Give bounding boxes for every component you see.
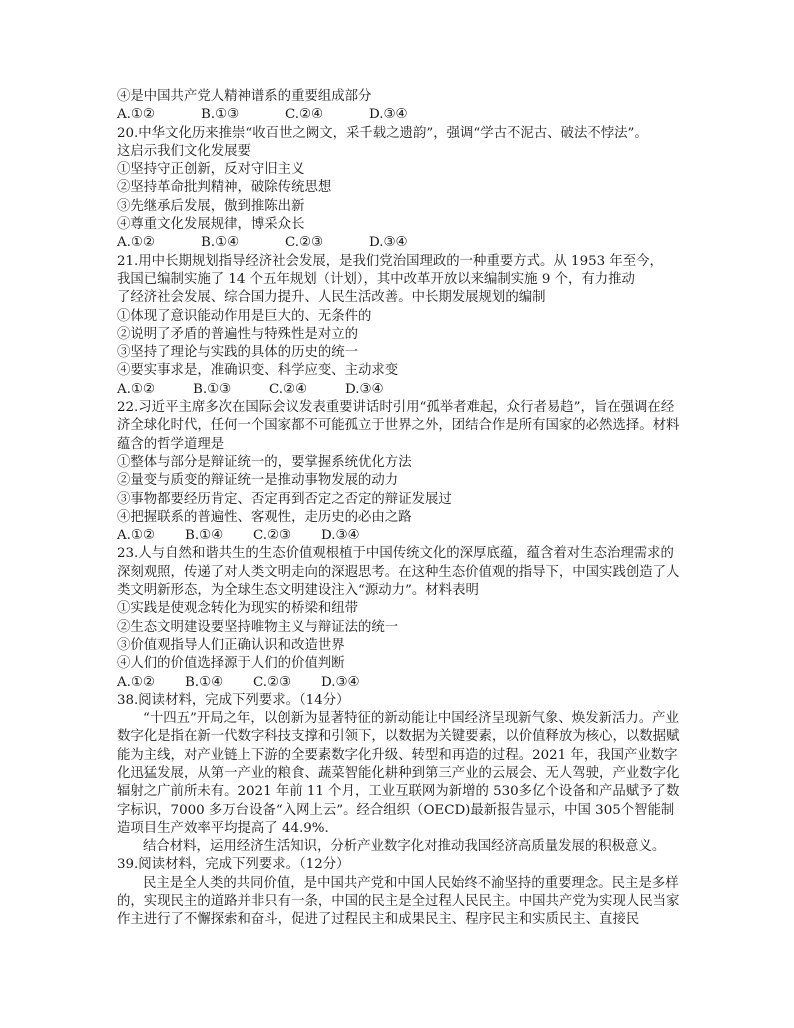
q20-choices bbox=[117, 234, 683, 252]
choice-c: C.②③ bbox=[253, 528, 292, 544]
choice-d: D.③④ bbox=[345, 381, 384, 397]
q38-heading: 38.阅读材料，完成下列要求。（14分） bbox=[117, 692, 350, 708]
q22-option-4: ④把握联系的普遍性、客观性，走历史的必由之路 bbox=[117, 509, 412, 525]
choice-c: C.②③ bbox=[253, 674, 292, 690]
exam-page bbox=[117, 88, 683, 930]
choice-b: B.①③ bbox=[201, 107, 240, 123]
choice-a: A.①② bbox=[117, 674, 155, 690]
choice-a: A.①② bbox=[117, 381, 155, 397]
choice-c: C.②④ bbox=[285, 107, 324, 123]
q20-stem: 20.中华文化历来推崇“收百世之阙文，采千载之遗韵”，强调“学古不泥古、破法不悖法”。 bbox=[117, 125, 648, 141]
q21-stem-cont2: 了经济社会发展、综合国力提升、人民生活改善。中长期发展规划的编制 bbox=[117, 290, 546, 306]
q23-option-2: ②生态文明建设要坚持唯物主义与辩证法的统一 bbox=[117, 619, 399, 635]
q23-choices bbox=[117, 674, 683, 692]
q22-option-1: ①整体与部分是辩证统一的，要掌握系统优化方法 bbox=[117, 454, 412, 470]
choice-b: B.①③ bbox=[193, 381, 232, 397]
choice-b: B.①④ bbox=[185, 528, 224, 544]
q20-option-4: ④尊重文化发展规律，博采众长 bbox=[117, 217, 305, 233]
q21-option-4: ④要实事求是，准确识变、科学应变、主动求变 bbox=[117, 363, 399, 379]
q22-stem: 22.习近平主席多次在国际会议发表重要讲话时引用“孤举者难起，众行者易趋”，旨在强调在经济全球化时代，任何一个国家都不可能孤立于世界之外，团结合作是所有国家的必然选择。材料蕴含的哲学道理是 bbox=[117, 400, 680, 452]
q21-stem-cont: 我国已编制实施了 14 个五年规划（计划），其中改革开放以来编制实施 9 个，有力推动 bbox=[117, 271, 635, 287]
choice-d: D.③④ bbox=[321, 528, 360, 544]
choice-a: A.①② bbox=[117, 107, 155, 123]
q21-option-1: ①体现了意识能动作用是巨大的、无条件的 bbox=[117, 308, 372, 324]
q20-option-3: ③先继承后发展，傲到推陈出新 bbox=[117, 198, 305, 214]
q22-option-2: ②量变与质变的辩证统一是推动事物发展的动力 bbox=[117, 473, 399, 489]
choice-d: D.③④ bbox=[369, 107, 408, 123]
q23-option-4: ④人们的价值选择源于人们的价值判断 bbox=[117, 656, 345, 672]
q21-choices bbox=[117, 381, 683, 399]
q20-option-2: ②坚持革命批判精神，破除传统思想 bbox=[117, 180, 332, 196]
q22-choices bbox=[117, 527, 683, 545]
q19-choices bbox=[117, 106, 683, 124]
q21-option-3: ③坚持了理论与实践的具体的历史的统一 bbox=[117, 345, 359, 361]
choice-c: C.②④ bbox=[269, 381, 308, 397]
choice-a: A.①② bbox=[117, 528, 155, 544]
q21-option-2: ②说明了矛盾的普遍性与特殊性是对立的 bbox=[117, 326, 359, 342]
q23-stem: 23.人与自然和谐共生的生态价值观根植于中国传统文化的深厚底蕴，蕴含着对生态治理需求的深刻观照，传递了对人类文明走向的深遐思考。在这种生态价值观的指导下，中国实践创造了人类文明新形态，为全球生态文明建设注入“源动力”。材料表明 bbox=[117, 546, 680, 599]
choice-b: B.①④ bbox=[185, 674, 224, 690]
choice-d: D.③④ bbox=[321, 674, 360, 690]
choice-d: D.③④ bbox=[369, 235, 408, 251]
q38-material: “十四五”开局之年，以创新为显著特征的新动能让中国经济呈现新气象、焕发新活力。产业数字化是指在新一代数字科技支撑和引领下，以数据为关键要素，以价值释放为核心，以数据赋能为主线，对产业链上下游的全要素数字化升级、转型和再造的过程。2021 年，我国产业数字化迅猛发展，从第一产业的粮食、蔬菜智能化耕种到第三产业的云展会、无人驾驶，产业数字化辐射之广前所未有。2021 年前 11 个月，工业互联网为新增的 530多亿个设备和产品赋予了数字标识，7000 多万台设备“入网上云”。经合组织（OECD)最新报告显示，中国 305个智能制造项目生产效率平均提高了 44.9%. bbox=[117, 711, 680, 836]
q38-task: 结合材料，运用经济生活知识，分析产业数字化对推动我国经济高质量发展的积极意义。 bbox=[143, 839, 666, 855]
q20-option-1: ①坚持守正创新，反对守旧主义 bbox=[117, 162, 305, 178]
choice-a: A.①② bbox=[117, 235, 155, 251]
q19-option-4: ④是中国共产党人精神谱系的重要组成部分 bbox=[117, 89, 372, 104]
choice-b: B.①④ bbox=[201, 235, 240, 251]
choice-c: C.②③ bbox=[285, 235, 324, 251]
q22-option-3: ③事物都要经历肯定、否定再到否定之否定的辩证发展过 bbox=[117, 491, 452, 507]
q23-option-3: ③价值观指导人们正确认识和改造世界 bbox=[117, 637, 345, 653]
q20-stem-cont: 这启示我们文化发展要 bbox=[117, 143, 251, 159]
q21-stem: 21.用中长期规划指导经济社会发展，是我们党治国理政的一种重要方式。从 1953 年至今， bbox=[117, 253, 663, 269]
q23-option-1: ①实践是使观念转化为现实的桥梁和纽带 bbox=[117, 601, 359, 617]
q39-material: 民主是全人类的共同价值，是中国共产党和中国人民始终不渝坚持的重要理念。民主是多样的，实现民主的道路并非只有一条，中国的民主是全过程人民民主。中国共产党为实现人民当家作主进行了不懈探索和奋斗，促进了过程民主和成果民主、程序民主和实质民主、直接民 bbox=[117, 875, 680, 928]
q39-heading: 39.阅读材料，完成下列要求。（12分） bbox=[117, 857, 350, 873]
